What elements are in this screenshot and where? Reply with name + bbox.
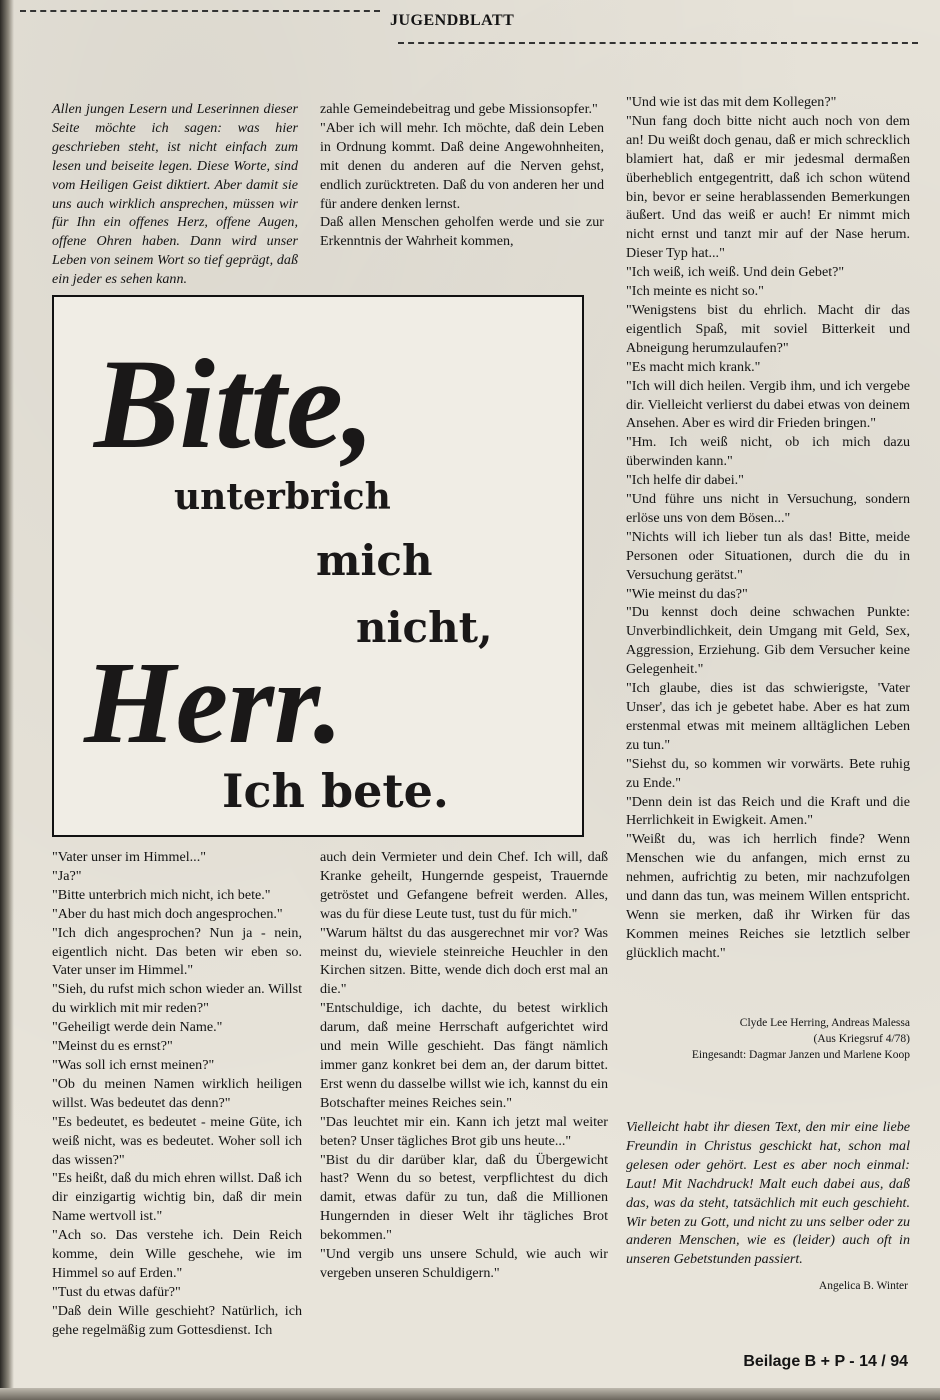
poster-box — [52, 295, 584, 837]
poster-line-4: nicht, — [356, 603, 493, 652]
paragraph: "Ja?" — [52, 867, 82, 884]
page-bottom-shadow — [0, 1388, 940, 1400]
footer-label: Beilage B + P - 14 / 94 — [743, 1353, 908, 1370]
paragraph: "Ich meinte es nicht so." — [626, 283, 764, 300]
poster-line-6: Ich bete. — [222, 764, 449, 818]
paragraph: "Denn dein ist das Reich und die Kraft und die Herrlichkeit in Ewigkeit. Amen." — [626, 793, 910, 829]
credit-authors: Clyde Lee Herring, Andreas Malessa — [739, 1017, 910, 1029]
poster-line-2: unterbrich — [174, 476, 391, 518]
closing-author: Angelica B. Winter — [818, 1280, 908, 1292]
paragraph: "Aber du hast mich doch angesprochen." — [52, 905, 283, 922]
paragraph: "Es macht mich krank." — [626, 358, 761, 375]
paragraph: "Bitte unterbrich mich nicht, ich bete." — [52, 886, 271, 903]
poster-line-5: Herr. — [84, 637, 343, 768]
paragraph: "Meinst du es ernst?" — [52, 1038, 173, 1055]
paragraph: "Tust du etwas dafür?" — [52, 1283, 181, 1300]
column-3 — [626, 93, 910, 963]
paragraph: "Aber ich will mehr. Ich möchte, daß dein Leben in Ordnung kommt. Daß deine Angewohnheiten, mit denen du anderen auf die Nerven gehst, endlich zurücktreten. Daß du von anderen her und für andere denken lernst. — [320, 119, 604, 212]
paragraph: "Nun fang doch bitte nicht auch noch von dem an! Du weißt doch genau, daß er mich schrecklich blamiert hat, daß er mir jedesmal dermaßen überheblich entgegentritt, daß ich schon wütend bin, bevor er seine herablassenden Bemerkungen äußert. Und das weiß er auch! Er nimmt mich nicht ernst und tanzt mir auf der Nase herum. Dieser Typ hat..." — [626, 112, 910, 262]
paragraph: "Entschuldige, ich dachte, du betest wirklich darum, daß meine Herrschaft aufgerichtet wird und mein Wille geschieht. Das fängt nämlich immer ganz konkret bei dem an, der darum bittet. Erst wenn du dasselbe willst wie ich, kannst du ein Botschafter meines Reiches sein." — [320, 1000, 608, 1111]
poster-artwork — [54, 297, 582, 835]
paragraph: "Bist du dir darüber klar, daß du Übergewicht hast? Wenn du so betest, verpflichtest du dich damit, etwas dafür zu tun, daß die Millionen Hungernden in dieser Welt ihr tägliches Brot bekommen." — [320, 1151, 608, 1244]
paragraph: "Es heißt, daß du mich ehren willst. Daß ich dir einzigartig wichtig bin, daß dir mein Name wertvoll ist." — [52, 1170, 302, 1225]
paragraph: "Das leuchtet mir ein. Kann ich jetzt mal weiter beten? Unser tägliches Brot gib uns heute..." — [320, 1113, 608, 1149]
paragraph: "Hm. Ich weiß nicht, ob ich mich dazu überwinden kann." — [626, 434, 910, 470]
article-credits — [626, 1015, 910, 1063]
paragraph: "Daß dein Wille geschieht? Natürlich, ich gehe regelmäßig zum Gottesdienst. Ich — [52, 1302, 302, 1338]
credit-sent-by: Eingesandt: Dagmar Janzen und Marlene Koop — [691, 1049, 910, 1061]
paragraph: "Ach so. Das verstehe ich. Dein Reich komme, dein Wille geschehe, wie im Himmel so auf Erden." — [52, 1227, 302, 1281]
paragraph: "Ich glaube, dies ist das schwierigste, 'Vater Unser', das ich je gebetet habe. Aber es hat zum erstenmal etwas mit meinem alltäglichen Leben zu tun." — [626, 680, 910, 753]
paragraph: "Ich will dich heilen. Vergib ihm, und ich vergebe dir. Vielleicht verlierst du dabei etwas von deinem Ansehen. Aber es wird dir Frieden bringen." — [626, 377, 910, 432]
paragraph: zahle Gemeindebeitrag und gebe Missionsopfer." — [320, 101, 598, 117]
paragraph: "Geheiligt werde dein Name." — [52, 1019, 223, 1036]
paragraph: "Ich helfe dir dabei." — [626, 472, 744, 489]
header-rule-right — [398, 42, 918, 44]
column-2-top — [320, 100, 604, 251]
header-rule-left — [20, 10, 380, 12]
paragraph: Daß allen Menschen geholfen werde und sie zur Erkenntnis der Wahrheit kommen, — [320, 214, 604, 250]
paragraph: "Und vergib uns unsere Schuld, wie auch wir vergeben unseren Schuldigern." — [320, 1246, 608, 1281]
paragraph: auch dein Vermieter und dein Chef. Ich will, daß Kranke geheilt, Hungernde gespeist, Trauernde getröstet und Gefangene befreit werden. Alles, was du für diese Leute tust, tust du für mich." — [320, 849, 608, 922]
intro-text: Allen jungen Lesern und Leserinnen dieser Seite möchte ich sagen: was hier geschrieben steht, ist nicht einfach zum lesen und beiseite legen. Diese Worte, sind vom Heiligen Geist diktiert. Aber damit sie uns auch wirklich ansprechen, müssen wir für Ihn ein offenes Herz, offene Augen, offene Ohren haben. Dann wird unser Leben von seinem Wort so tief geprägt, daß ein jeder es sehen kann. — [52, 101, 298, 288]
section-title: JUGENDBLATT — [390, 12, 515, 29]
column-2-bottom — [320, 848, 608, 1283]
paragraph: "Du kennst doch deine schwachen Punkte: Unverbindlichkeit, dein Umgang mit Geld, Sex, Aggression, Erziehung. Gib dem Versucher keine Gelegenheit." — [626, 604, 910, 678]
paragraph: "Wenigstens bist du ehrlich. Macht dir das eigentlich Spaß, mit soviel Bitterkeit und Abneigung herumzulaufen?" — [626, 301, 910, 356]
poster-line-1: Bitte, — [94, 333, 375, 475]
paragraph: "Und wie ist das mit dem Kollegen?" — [626, 94, 837, 110]
paragraph: "Warum hältst du das ausgerechnet mir vor? Was meinst du, wieviele steinreiche Heuchler in den Kirchen sitzen. Bitte, wende dich doch erst mal an die." — [320, 924, 608, 998]
page-edge-shadow — [0, 0, 14, 1400]
paragraph: "Weißt du, was ich herrlich finde? Wenn Menschen wie du anfangen, mich ernst zu nehmen, aufrichtig zu beten, mir nachzufolgen und dann das tun, was meinem Willen entspricht. Wenn sie merken, daß ihr Wirken für das Kommen meines Reiches sie letztlich selber glücklich macht." — [626, 831, 910, 961]
paragraph: "Siehst du, so kommen wir vorwärts. Bete ruhig zu Ende." — [626, 755, 910, 791]
paragraph: "Ob du meinen Namen wirklich heiligen willst. Was bedeutet das denn?" — [52, 1075, 302, 1111]
paragraph: "Nichts will ich lieber tun als das! Bitte, meide Personen oder Situationen, durch die du in Versuchung gerätst." — [626, 528, 910, 583]
paragraph: "Ich dich angesprochen? Nun ja - nein, eigentlich nicht. Das beten wir eben so. Vater unser im Himmel." — [52, 924, 302, 979]
column-1-bottom — [52, 848, 302, 1340]
paragraph: "Es bedeutet, es bedeutet - meine Güte, ich weiß nicht, was es bedeutet. Woher soll ich das wissen?" — [52, 1113, 302, 1168]
paragraph: "Und führe uns nicht in Versuchung, sondern erlöse uns von dem Bösen..." — [626, 491, 910, 526]
paragraph: "Wie meinst du das?" — [626, 585, 748, 602]
closing-text: Vielleicht habt ihr diesen Text, den mir eine liebe Freundin in Christus geschickt hat, schon mal gelesen oder gehört. Lest es aber noch einmal: Laut! Mit Nachdruck! Malt euch dabei aus, daß das, was da steht, tatsächlich mit euch geschieht. Wir beten zu Gott, und nicht zu uns selber oder zu anderen Menschen, wie es (leider) auch oft in unseren Gebetstunden passiert. — [626, 1119, 910, 1268]
paragraph: "Ich weiß, ich weiß. Und dein Gebet?" — [626, 264, 845, 281]
paragraph: "Vater unser im Himmel..." — [52, 849, 206, 865]
paragraph: "Was soll ich ernst meinen?" — [52, 1056, 215, 1073]
paragraph: "Sieh, du rufst mich schon wieder an. Willst du wirklich mit mir reden?" — [52, 981, 302, 1017]
credit-source: (Aus Kriegsruf 4/78) — [813, 1033, 910, 1045]
poster-line-3: mich — [316, 536, 433, 585]
